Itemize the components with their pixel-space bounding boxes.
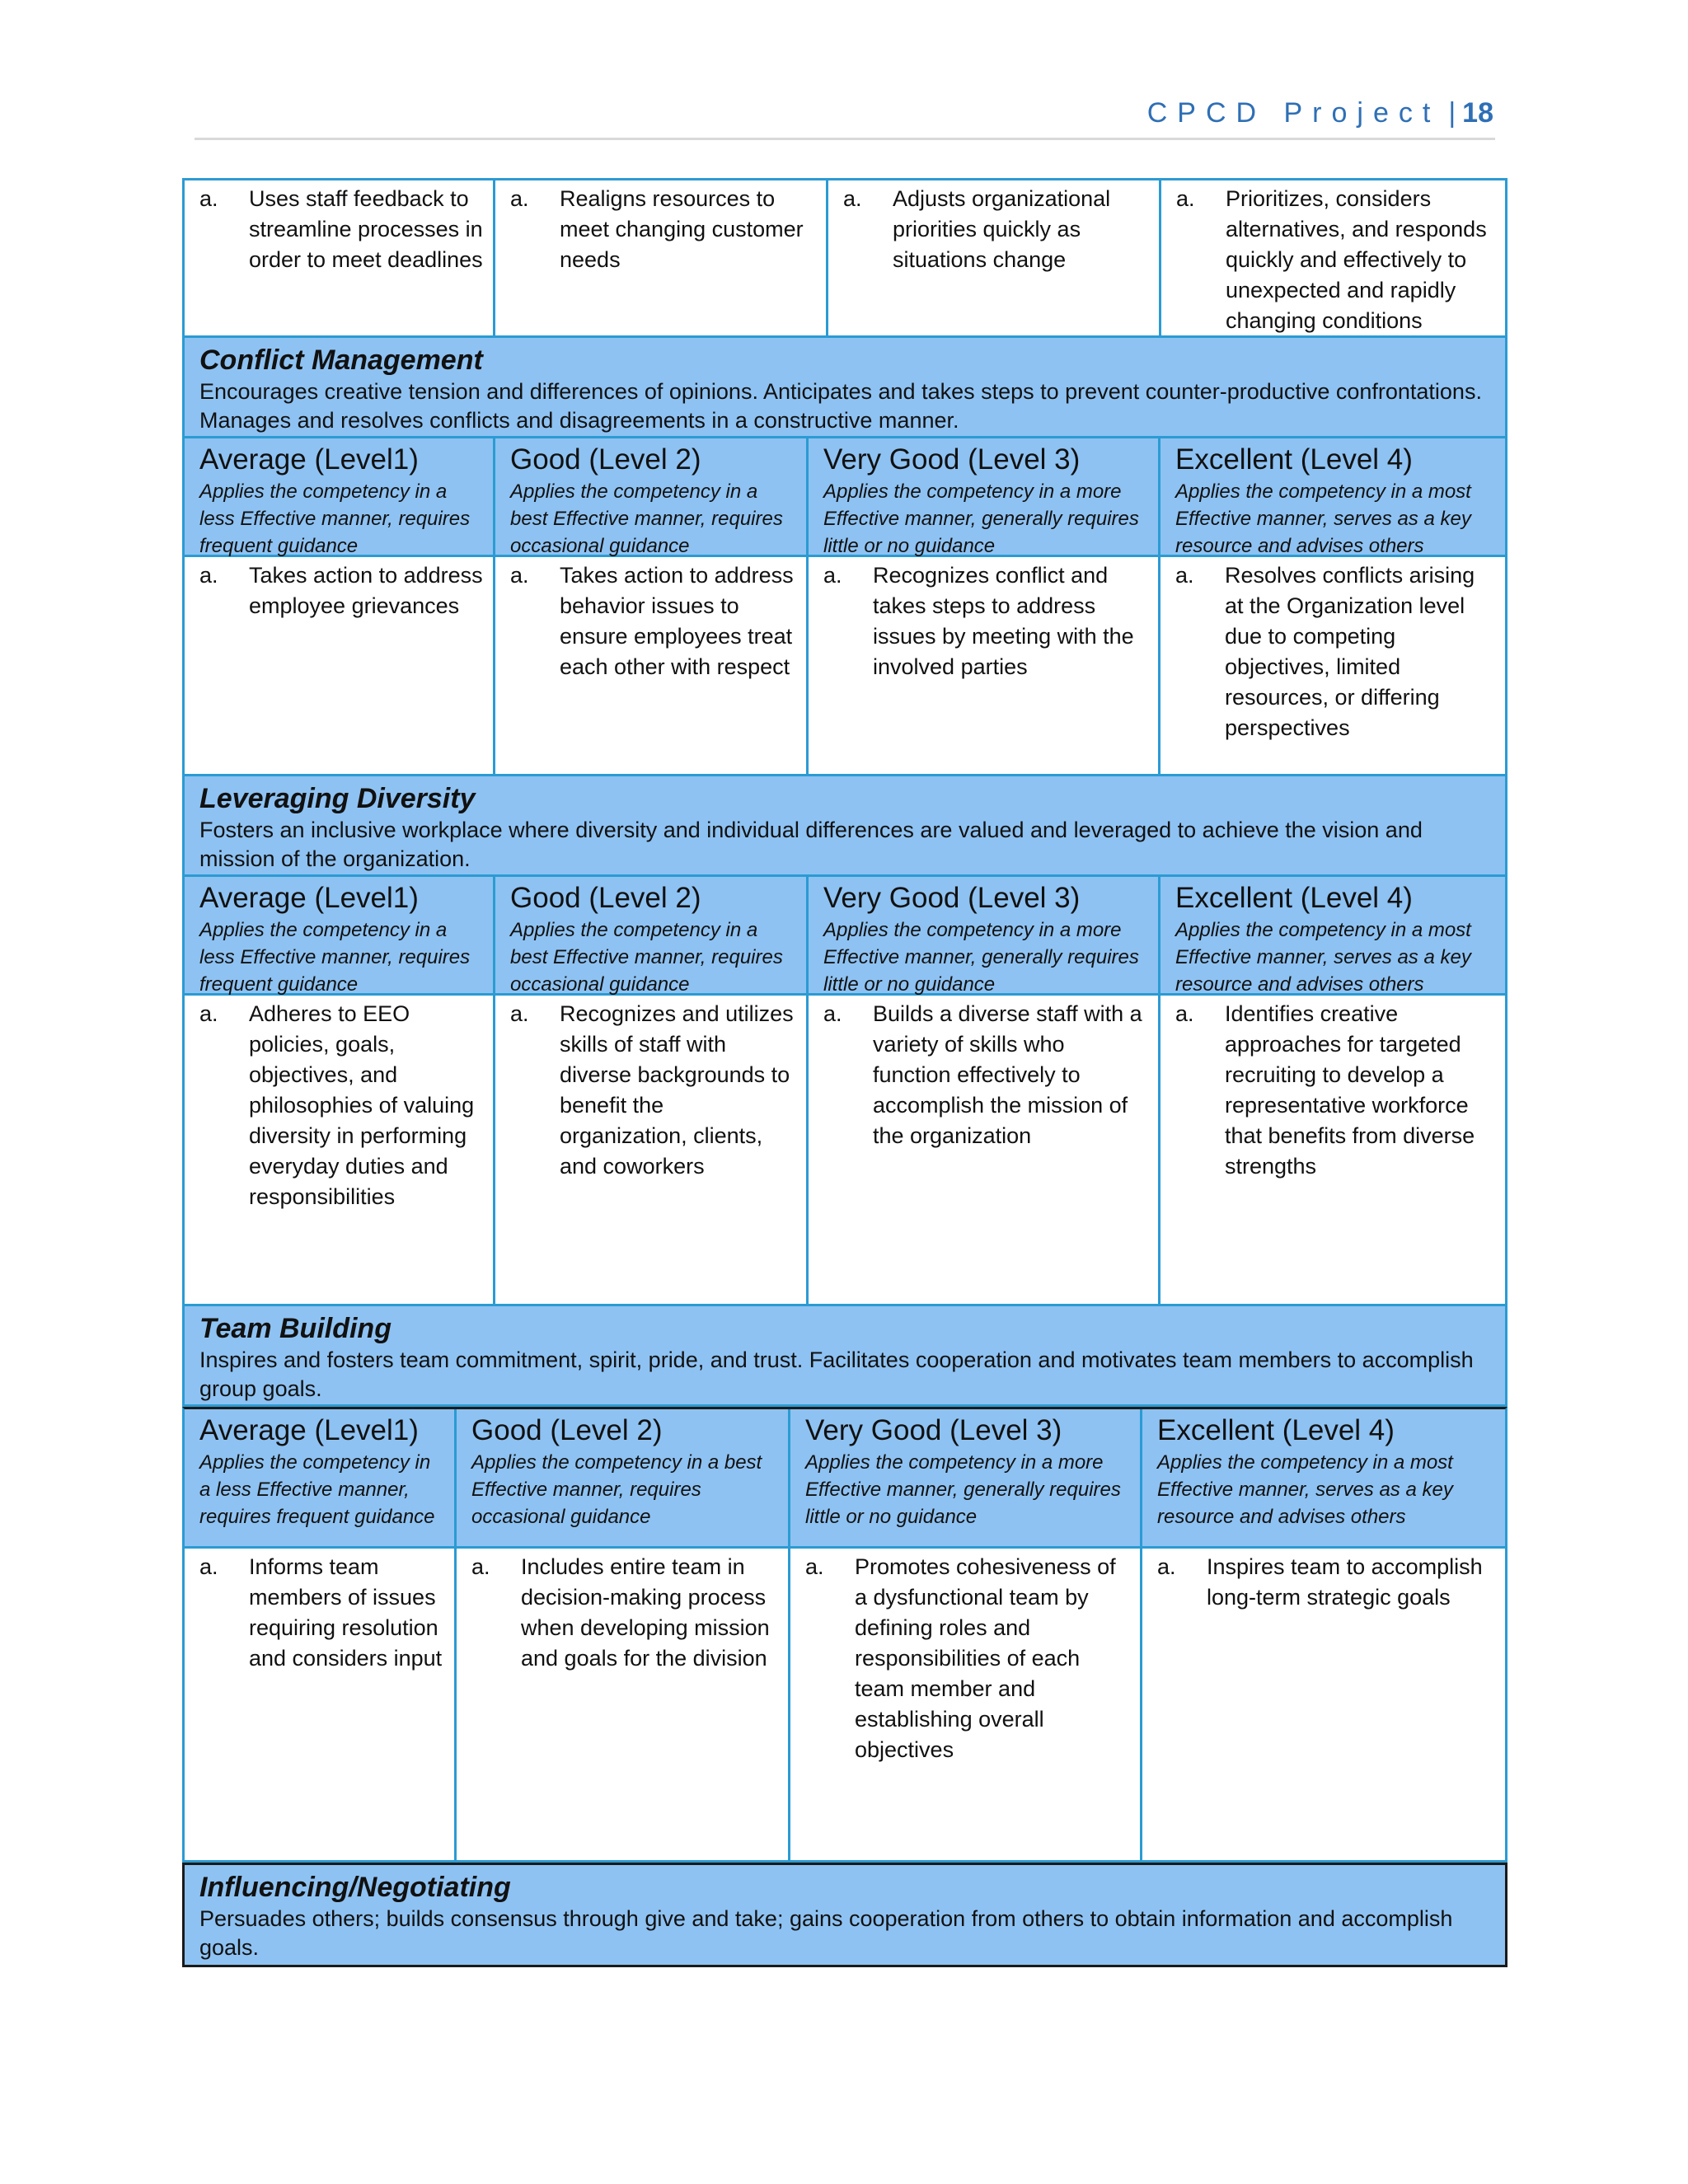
item-text: Realigns resources to meet changing customer needs [560, 186, 804, 272]
item-label: a. [510, 563, 529, 588]
item-label: a. [1176, 186, 1195, 211]
item-label: a. [805, 1554, 824, 1579]
behavior-row [182, 996, 1507, 1306]
item-text: Takes action to address behavior issues to ensure employees treat each other with respect [560, 563, 794, 679]
level-name: Average (Level1) [199, 1414, 419, 1446]
level-header-row [182, 1407, 1507, 1549]
behavior-cell [806, 557, 1158, 774]
section-influencing-negotiating [182, 1863, 1507, 1967]
level-name: Average (Level1) [199, 882, 419, 914]
item-label: a. [843, 186, 862, 211]
level-average [185, 1409, 454, 1546]
behavior-cell [806, 996, 1158, 1304]
level-average [185, 877, 493, 996]
section-title: Conflict Management [199, 344, 483, 376]
level-header-row [182, 877, 1507, 996]
item-label: a. [199, 186, 218, 211]
level-name: Good (Level 2) [510, 882, 701, 914]
level-name: Excellent (Level 4) [1175, 443, 1413, 476]
section-title: Leveraging Diversity [199, 783, 476, 814]
item-text: Informs team members of issues requiring resolution and considers input [249, 1554, 443, 1671]
item-label: a. [199, 563, 218, 588]
section-heading [182, 776, 1507, 877]
item-text: Includes entire team in decision-making process when developing mission and goals for the division [521, 1554, 770, 1671]
level-description: Applies the competency in a best Effective manner, requires occasional guidance [510, 919, 783, 996]
item-label: a. [199, 1001, 218, 1026]
level-description: Applies the competency in a more Effective manner, generally requires little or no guidance [823, 480, 1139, 557]
section-title: Influencing/Negotiating [199, 1872, 511, 1903]
top-row [182, 178, 1507, 338]
section-team-building [182, 1306, 1507, 1863]
section-heading [182, 1306, 1507, 1407]
level-very-good [806, 877, 1158, 996]
section-heading [182, 1863, 1507, 1967]
level-description: Applies the competency in a less Effective manner, requires frequent guidance [199, 480, 471, 557]
behavior-cell [788, 1549, 1140, 1860]
header-separator: | [1448, 97, 1456, 129]
section-description: Inspires and fosters team commitment, spirit, pride, and trust. Facilitates cooperation and motivates team members to accomplish group goals. [199, 1347, 1474, 1401]
behavior-cell [185, 1549, 454, 1860]
behavior-cell [454, 1549, 788, 1860]
item-text: Identifies creative approaches for targeted recruiting to develop a representative workforce that benefits from diverse strengths [1225, 1001, 1475, 1179]
level-header-row [182, 438, 1507, 557]
header-rule [195, 138, 1495, 140]
item-text: Recognizes and utilizes skills of staff with diverse backgrounds to benefit the organization, clients, and coworkers [560, 1001, 794, 1179]
section-description: Encourages creative tension and differences of opinions. Anticipates and takes steps to prevent counter-productive confrontations. Manages and resolves conflicts and disagreements in a constructive manner. [199, 379, 1482, 433]
level-good [493, 438, 806, 555]
level-name: Very Good (Level 3) [823, 882, 1081, 914]
behavior-cell [493, 996, 806, 1304]
item-label: a. [471, 1554, 490, 1579]
level-name: Very Good (Level 3) [823, 443, 1081, 476]
item-label: a. [1175, 563, 1194, 588]
behavior-cell [1158, 557, 1505, 774]
item-label: a. [510, 186, 529, 211]
level-description: Applies the competency in a less Effective manner, requires frequent guidance [199, 919, 471, 996]
page-header [1147, 97, 1493, 129]
level-good [454, 1409, 788, 1546]
behavior-cell [1158, 996, 1505, 1304]
item-label: a. [199, 1554, 218, 1579]
level-name: Average (Level1) [199, 443, 419, 476]
level-average [185, 438, 493, 555]
behavior-cell [185, 996, 493, 1304]
item-label: a. [823, 1001, 842, 1026]
level-description: Applies the competency in a less Effective manner, requires frequent guidance [199, 1451, 435, 1528]
item-label: a. [510, 1001, 529, 1026]
item-label: a. [1175, 1001, 1194, 1026]
section-heading [182, 338, 1507, 438]
level-description: Applies the competency in a best Effective manner, requires occasional guidance [471, 1451, 762, 1528]
top-cell-1 [185, 180, 493, 335]
item-text: Prioritizes, considers alternatives, and responds quickly and effectively to unexpected and rapidly changing conditions [1226, 186, 1487, 333]
behavior-row [182, 1549, 1507, 1863]
behavior-cell [493, 557, 806, 774]
behavior-cell [185, 557, 493, 774]
top-cell-4 [1159, 180, 1505, 335]
level-name: Good (Level 2) [510, 443, 701, 476]
level-description: Applies the competency in a most Effective manner, serves as a key resource and advises others [1175, 480, 1471, 557]
level-description: Applies the competency in a most Effective manner, serves as a key resource and advises others [1175, 919, 1471, 996]
section-description: Fosters an inclusive workplace where diversity and individual differences are valued and leveraged to achieve the vision and mission of the organization. [199, 818, 1423, 871]
item-text: Recognizes conflict and takes steps to address issues by meeting with the involved parties [873, 563, 1134, 679]
section-title: Team Building [199, 1313, 392, 1344]
level-good [493, 877, 806, 996]
section-description: Persuades others; builds consensus through give and take; gains cooperation from others to obtain information and accomplish goals. [199, 1906, 1453, 1960]
item-text: Adjusts organizational priorities quickly as situations change [893, 186, 1111, 272]
item-text: Takes action to address employee grievances [249, 563, 483, 618]
level-description: Applies the competency in a best Effective manner, requires occasional guidance [510, 480, 783, 557]
item-text: Adheres to EEO policies, goals, objectives, and philosophies of valuing diversity in performing everyday duties and responsibilities [249, 1001, 475, 1209]
level-name: Excellent (Level 4) [1175, 882, 1413, 914]
level-very-good [788, 1409, 1140, 1546]
document-title: CPCD Project [1146, 97, 1441, 129]
level-excellent [1158, 877, 1505, 996]
level-excellent [1140, 1409, 1505, 1546]
item-text: Uses staff feedback to streamline processes in order to meet deadlines [249, 186, 483, 272]
level-excellent [1158, 438, 1505, 555]
level-description: Applies the competency in a more Effective manner, generally requires little or no guidance [805, 1451, 1121, 1528]
level-name: Excellent (Level 4) [1157, 1414, 1395, 1446]
level-name: Very Good (Level 3) [805, 1414, 1062, 1446]
section-leveraging-diversity [182, 776, 1507, 1306]
top-cell-2 [493, 180, 826, 335]
level-very-good [806, 438, 1158, 555]
behavior-row [182, 557, 1507, 776]
level-description: Applies the competency in a more Effective manner, generally requires little or no guidance [823, 919, 1139, 996]
level-name: Good (Level 2) [471, 1414, 663, 1446]
top-row-block [182, 178, 1507, 338]
page-number: 18 [1462, 97, 1493, 129]
item-text: Resolves conflicts arising at the Organization level due to competing objectives, limited resources, or differing perspectives [1225, 563, 1475, 740]
item-label: a. [823, 563, 842, 588]
item-label: a. [1157, 1554, 1176, 1579]
item-text: Inspires team to accomplish long-term strategic goals [1207, 1554, 1483, 1610]
section-conflict-management [182, 338, 1507, 776]
behavior-cell [1140, 1549, 1505, 1860]
item-text: Promotes cohesiveness of a dysfunctional team by defining roles and responsibilities of each team member and establishing overall objectives [855, 1554, 1116, 1762]
level-description: Applies the competency in a most Effective manner, serves as a key resource and advises others [1157, 1451, 1453, 1528]
item-text: Builds a diverse staff with a variety of skills who function effectively to accomplish the mission of the organization [873, 1001, 1142, 1148]
top-cell-3 [826, 180, 1159, 335]
